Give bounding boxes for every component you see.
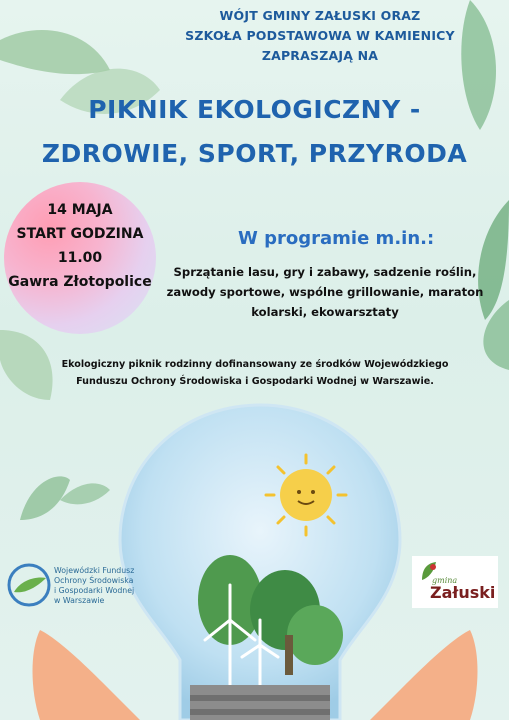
wfos-logo-icon bbox=[6, 562, 52, 608]
event-start-label: START GODZINA bbox=[16, 226, 144, 242]
gmina-logo-small: gmina bbox=[432, 576, 458, 585]
note-line-1: Ekologiczny piknik rodzinny dofinansowany ze środków Wojewódzkiego bbox=[61, 359, 449, 370]
wfos-line-1: Wojewódzki Fundusz bbox=[54, 566, 135, 575]
program-heading: W programie m.in.: bbox=[238, 228, 435, 249]
event-place: Gawra Złotopolice bbox=[8, 274, 152, 290]
gmina-logo-name: Załuski bbox=[430, 583, 496, 602]
event-time: 11.00 bbox=[57, 250, 103, 266]
title-line-2: ZDROWIE, SPORT, PRZYRODA bbox=[41, 139, 468, 168]
header-organizers bbox=[150, 6, 490, 66]
wfos-logo-text bbox=[54, 566, 134, 606]
event-date: 14 MAJA bbox=[47, 202, 113, 218]
right-hand bbox=[370, 630, 478, 720]
header-line-1: WÓJT GMINY ZAŁUSKI ORAZ bbox=[219, 8, 421, 23]
wfos-line-2: Ochrony Środowiska bbox=[54, 576, 134, 585]
wfos-line-4: w Warszawie bbox=[54, 596, 105, 605]
note-line-2: Funduszu Ochrony Środowiska i Gospodarki Wodnej w Warszawie. bbox=[76, 376, 434, 387]
program-line-1: Sprzątanie lasu, gry i zabawy, sadzenie roślin, bbox=[173, 265, 477, 279]
program-line-2: zawody sportowe, wspólne grillowanie, maraton bbox=[166, 285, 484, 299]
header-line-2: SZKOŁA PODSTAWOWA W KAMIENICY bbox=[185, 28, 455, 43]
funding-note bbox=[20, 356, 490, 390]
title-line-1: PIKNIK EKOLOGICZNY - bbox=[88, 95, 421, 124]
event-details bbox=[0, 198, 160, 294]
header-line-3: ZAPRASZAJĄ NA bbox=[261, 48, 379, 63]
event-title bbox=[0, 88, 509, 176]
program-line-3: kolarski, ekowarsztaty bbox=[251, 305, 399, 319]
left-hand bbox=[33, 630, 141, 720]
leaf-top-left bbox=[0, 30, 110, 74]
wfos-line-3: i Gospodarki Wodnej bbox=[54, 586, 135, 595]
program-description bbox=[150, 262, 500, 322]
